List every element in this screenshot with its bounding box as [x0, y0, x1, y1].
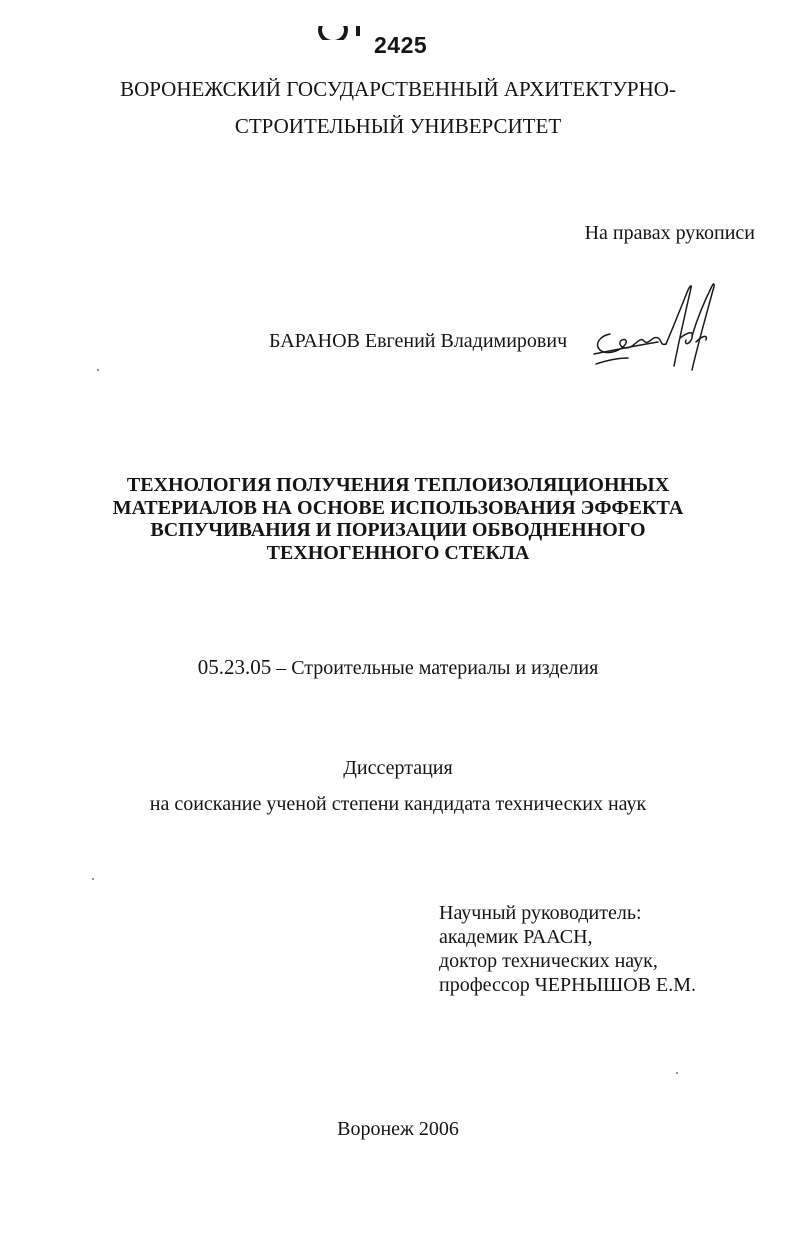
scan-speck — [92, 878, 94, 880]
university-name-line-1: ВОРОНЕЖСКИЙ ГОСУДАРСТВЕННЫЙ АРХИТЕКТУРНО- — [120, 77, 676, 101]
author-name: БАРАНОВ Евгений Владимирович — [269, 330, 568, 352]
dissertation-purpose: на соискание ученой степени кандидата технических наук — [149, 793, 647, 815]
supervisor-line: академик РААСН, — [439, 926, 593, 948]
scan-speck — [676, 1072, 678, 1074]
specialty-code: 05.23.05 — [197, 655, 272, 679]
manuscript-rights: На правах рукописи — [584, 222, 755, 244]
title-line: ТЕХНОЛОГИЯ ПОЛУЧЕНИЯ ТЕПЛОИЗОЛЯЦИОННЫХ — [126, 474, 670, 496]
university-name-line-2: СТРОИТЕЛЬНЫЙ УНИВЕРСИТЕТ — [234, 114, 562, 138]
title-line: МАТЕРИАЛОВ НА ОСНОВЕ ИСПОЛЬЗОВАНИЯ ЭФФЕКТА — [112, 496, 684, 519]
signature-icon — [588, 280, 718, 376]
dissertation-type: Диссертация — [343, 757, 453, 779]
supervisor-line: Научный руководитель: — [439, 902, 642, 924]
specialty-dash: – — [276, 657, 287, 679]
supervisor-line: профессор ЧЕРНЫШОВ Е.М. — [439, 974, 696, 996]
title-line: ТЕХНОГЕННОГО СТЕКЛА — [266, 541, 530, 564]
title-line: ВСПУЧИВАНИЯ И ПОРИЗАЦИИ ОБВОДНЕННОГО — [150, 519, 646, 541]
stamp — [312, 26, 482, 60]
scan-speck — [97, 369, 99, 371]
stamp-mark-icon — [312, 26, 368, 40]
specialty-name: Строительные материалы и изделия — [291, 657, 599, 679]
supervisor-block — [439, 901, 696, 997]
stamp-number: 2425 — [374, 32, 428, 58]
specialty — [0, 655, 796, 680]
place-and-year: Воронеж 2006 — [337, 1118, 459, 1140]
dissertation-title — [0, 474, 796, 564]
supervisor-line: доктор технических наук, — [439, 950, 658, 972]
